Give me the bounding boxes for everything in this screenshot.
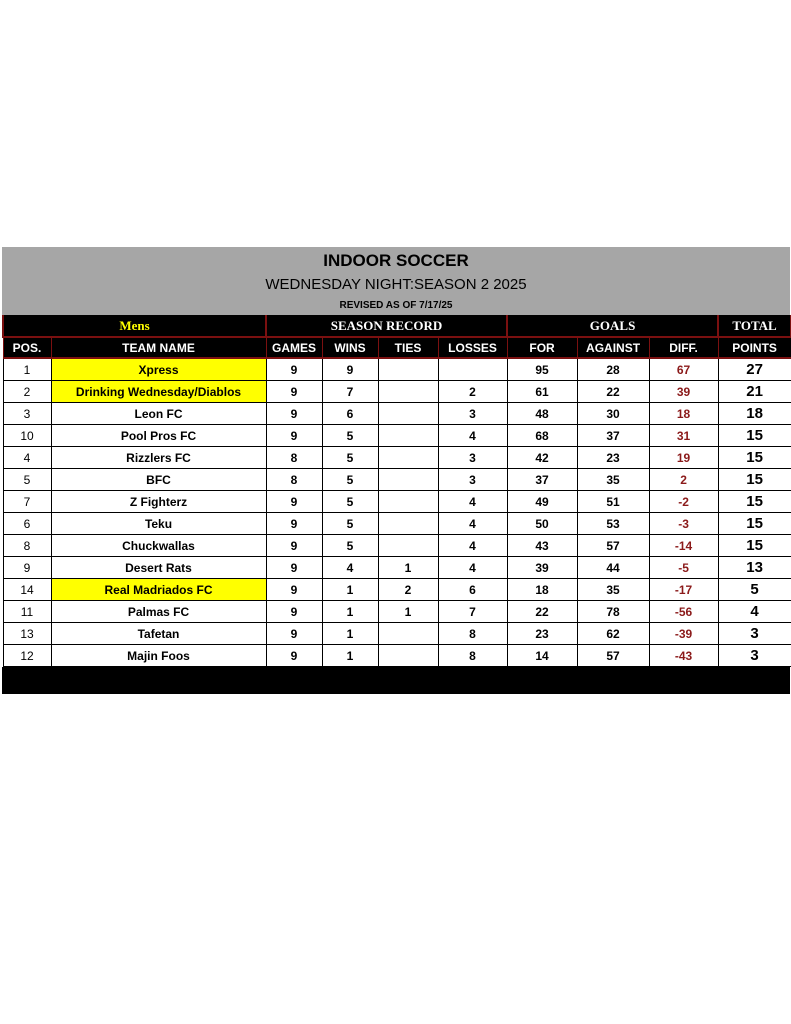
table-row (3, 645, 791, 667)
pos-cell: 8 (3, 535, 51, 557)
games-cell: 9 (266, 579, 322, 601)
col-header-points: POINTS (718, 337, 791, 358)
team-name-cell: Teku (51, 513, 266, 535)
team-name-cell: Palmas FC (51, 601, 266, 623)
losses-cell: 2 (438, 381, 507, 403)
points-cell: 5 (718, 579, 791, 601)
losses-cell: 4 (438, 425, 507, 447)
team-name-cell: BFC (51, 469, 266, 491)
col-header-for: FOR (507, 337, 577, 358)
goals-for-cell: 39 (507, 557, 577, 579)
table-row (3, 513, 791, 535)
page-title: INDOOR SOCCER (323, 251, 469, 270)
games-cell: 9 (266, 601, 322, 623)
goals-for-cell: 43 (507, 535, 577, 557)
goals-against-cell: 51 (577, 491, 649, 513)
pos-cell: 2 (3, 381, 51, 403)
goals-for-cell: 61 (507, 381, 577, 403)
losses-cell: 4 (438, 491, 507, 513)
goal-diff-cell: -39 (649, 623, 718, 645)
points-cell: 4 (718, 601, 791, 623)
points-cell: 15 (718, 513, 791, 535)
pos-cell: 13 (3, 623, 51, 645)
ties-cell (378, 535, 438, 557)
division-label: Mens (3, 315, 266, 337)
wins-cell: 1 (322, 623, 378, 645)
losses-cell: 4 (438, 535, 507, 557)
wins-cell: 1 (322, 645, 378, 667)
goal-diff-cell: 31 (649, 425, 718, 447)
goals-against-cell: 30 (577, 403, 649, 425)
goals-for-cell: 42 (507, 447, 577, 469)
games-cell: 9 (266, 381, 322, 403)
games-cell: 9 (266, 425, 322, 447)
bottom-bar (2, 667, 790, 694)
pos-cell: 6 (3, 513, 51, 535)
wins-cell: 6 (322, 403, 378, 425)
team-name-cell: Drinking Wednesday/Diablos (51, 381, 266, 403)
goals-against-cell: 57 (577, 535, 649, 557)
ties-cell: 2 (378, 579, 438, 601)
goal-diff-cell: 2 (649, 469, 718, 491)
ties-cell: 1 (378, 557, 438, 579)
wins-cell: 4 (322, 557, 378, 579)
losses-cell: 4 (438, 513, 507, 535)
points-cell: 15 (718, 469, 791, 491)
team-name-cell: Majin Foos (51, 645, 266, 667)
ties-cell (378, 491, 438, 513)
page-subtitle: WEDNESDAY NIGHT:SEASON 2 2025 (265, 276, 527, 293)
goal-diff-cell: 39 (649, 381, 718, 403)
goals-against-cell: 62 (577, 623, 649, 645)
wins-cell: 5 (322, 535, 378, 557)
revised-date: REVISED AS OF 7/17/25 (339, 300, 453, 311)
goals-header: GOALS (507, 315, 718, 337)
goal-diff-cell: -3 (649, 513, 718, 535)
team-name-cell: Leon FC (51, 403, 266, 425)
goals-for-cell: 50 (507, 513, 577, 535)
goals-for-cell: 95 (507, 358, 577, 381)
col-header-games: GAMES (266, 337, 322, 358)
goals-against-cell: 57 (577, 645, 649, 667)
goals-for-cell: 18 (507, 579, 577, 601)
games-cell: 9 (266, 358, 322, 381)
table-row (3, 623, 791, 645)
pos-cell: 9 (3, 557, 51, 579)
games-cell: 9 (266, 513, 322, 535)
games-cell: 9 (266, 645, 322, 667)
pos-cell: 10 (3, 425, 51, 447)
goal-diff-cell: -5 (649, 557, 718, 579)
col-header-pos: POS. (3, 337, 51, 358)
goals-against-cell: 35 (577, 469, 649, 491)
losses-cell: 8 (438, 623, 507, 645)
goal-diff-cell: -2 (649, 491, 718, 513)
table-row (3, 579, 791, 601)
losses-cell: 3 (438, 403, 507, 425)
team-name-cell: Pool Pros FC (51, 425, 266, 447)
wins-cell: 5 (322, 469, 378, 491)
pos-cell: 14 (3, 579, 51, 601)
standings-table (2, 315, 791, 667)
table-row (3, 403, 791, 425)
pos-cell: 4 (3, 447, 51, 469)
goals-for-cell: 49 (507, 491, 577, 513)
points-cell: 21 (718, 381, 791, 403)
goals-against-cell: 35 (577, 579, 649, 601)
games-cell: 8 (266, 469, 322, 491)
table-row (3, 447, 791, 469)
points-cell: 27 (718, 358, 791, 381)
title-block (2, 247, 790, 315)
points-cell: 15 (718, 491, 791, 513)
goals-against-cell: 22 (577, 381, 649, 403)
wins-cell: 5 (322, 447, 378, 469)
ties-cell (378, 425, 438, 447)
goals-against-cell: 53 (577, 513, 649, 535)
points-cell: 13 (718, 557, 791, 579)
goals-for-cell: 22 (507, 601, 577, 623)
ties-cell (378, 358, 438, 381)
points-cell: 18 (718, 403, 791, 425)
team-name-cell: Real Madriados FC (51, 579, 266, 601)
table-row (3, 601, 791, 623)
pos-cell: 3 (3, 403, 51, 425)
team-name-cell: Chuckwallas (51, 535, 266, 557)
pos-cell: 7 (3, 491, 51, 513)
ties-cell (378, 645, 438, 667)
wins-cell: 1 (322, 579, 378, 601)
goal-diff-cell: 67 (649, 358, 718, 381)
points-cell: 3 (718, 623, 791, 645)
standings-sheet (2, 247, 790, 694)
team-name-cell: Xpress (51, 358, 266, 381)
column-header-row (3, 337, 791, 358)
team-name-cell: Tafetan (51, 623, 266, 645)
goals-against-cell: 44 (577, 557, 649, 579)
losses-cell: 6 (438, 579, 507, 601)
goals-against-cell: 28 (577, 358, 649, 381)
ties-cell (378, 623, 438, 645)
goal-diff-cell: -14 (649, 535, 718, 557)
goals-against-cell: 37 (577, 425, 649, 447)
goal-diff-cell: -56 (649, 601, 718, 623)
col-header-team-name: TEAM NAME (51, 337, 266, 358)
goals-against-cell: 78 (577, 601, 649, 623)
pos-cell: 5 (3, 469, 51, 491)
table-row (3, 469, 791, 491)
goals-for-cell: 37 (507, 469, 577, 491)
games-cell: 8 (266, 447, 322, 469)
season-record-header: SEASON RECORD (266, 315, 507, 337)
games-cell: 9 (266, 491, 322, 513)
goals-for-cell: 23 (507, 623, 577, 645)
points-cell: 3 (718, 645, 791, 667)
wins-cell: 5 (322, 491, 378, 513)
team-name-cell: Z Fighterz (51, 491, 266, 513)
pos-cell: 11 (3, 601, 51, 623)
goals-against-cell: 23 (577, 447, 649, 469)
games-cell: 9 (266, 623, 322, 645)
losses-cell (438, 358, 507, 381)
games-cell: 9 (266, 535, 322, 557)
wins-cell: 5 (322, 425, 378, 447)
ties-cell (378, 469, 438, 491)
wins-cell: 9 (322, 358, 378, 381)
losses-cell: 7 (438, 601, 507, 623)
col-header-against: AGAINST (577, 337, 649, 358)
standings-body (3, 358, 791, 667)
losses-cell: 3 (438, 447, 507, 469)
group-header-row (3, 315, 791, 337)
table-row (3, 535, 791, 557)
games-cell: 9 (266, 557, 322, 579)
col-header-losses: LOSSES (438, 337, 507, 358)
goals-for-cell: 14 (507, 645, 577, 667)
table-row (3, 381, 791, 403)
points-cell: 15 (718, 447, 791, 469)
col-header-diff: DIFF. (649, 337, 718, 358)
table-row (3, 425, 791, 447)
wins-cell: 5 (322, 513, 378, 535)
col-header-wins: WINS (322, 337, 378, 358)
points-cell: 15 (718, 535, 791, 557)
losses-cell: 8 (438, 645, 507, 667)
pos-cell: 1 (3, 358, 51, 381)
goal-diff-cell: 18 (649, 403, 718, 425)
total-header: TOTAL (718, 315, 791, 337)
goal-diff-cell: -43 (649, 645, 718, 667)
team-name-cell: Rizzlers FC (51, 447, 266, 469)
table-row (3, 491, 791, 513)
ties-cell (378, 403, 438, 425)
table-row (3, 557, 791, 579)
ties-cell (378, 513, 438, 535)
ties-cell (378, 447, 438, 469)
goal-diff-cell: -17 (649, 579, 718, 601)
wins-cell: 7 (322, 381, 378, 403)
losses-cell: 3 (438, 469, 507, 491)
goal-diff-cell: 19 (649, 447, 718, 469)
ties-cell: 1 (378, 601, 438, 623)
games-cell: 9 (266, 403, 322, 425)
points-cell: 15 (718, 425, 791, 447)
team-name-cell: Desert Rats (51, 557, 266, 579)
ties-cell (378, 381, 438, 403)
goals-for-cell: 48 (507, 403, 577, 425)
table-row (3, 358, 791, 381)
col-header-ties: TIES (378, 337, 438, 358)
goals-for-cell: 68 (507, 425, 577, 447)
losses-cell: 4 (438, 557, 507, 579)
pos-cell: 12 (3, 645, 51, 667)
wins-cell: 1 (322, 601, 378, 623)
